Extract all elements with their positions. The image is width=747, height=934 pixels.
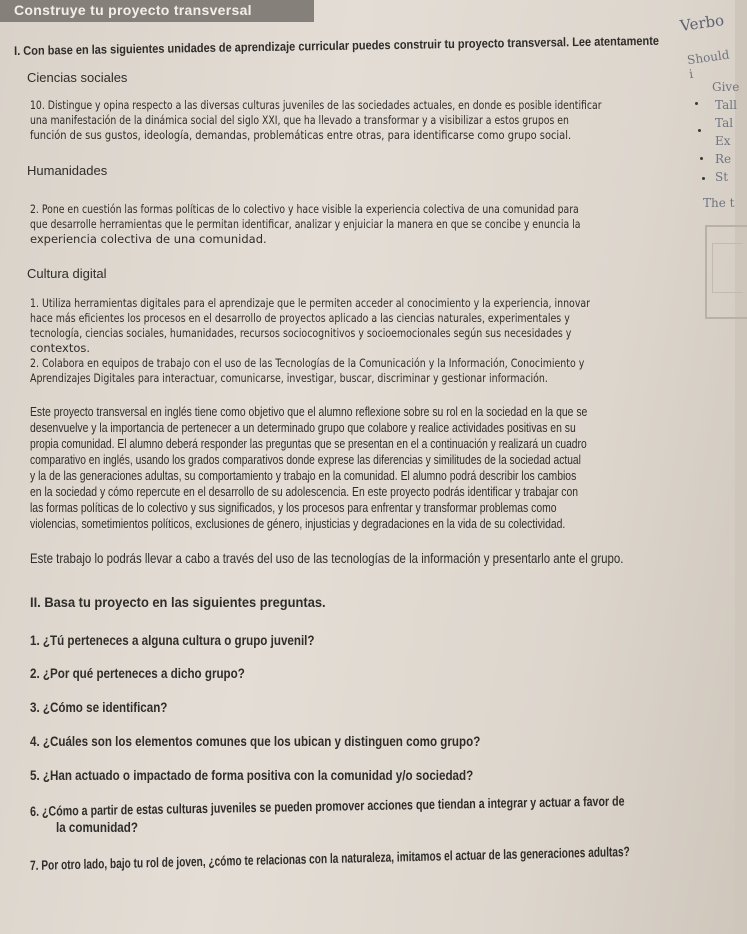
humanidades-line-2: que desarrolle herramientas que le permitan identificar, analizar y enjuiciar la manera en que se concibe y enuncia la bbox=[30, 217, 581, 231]
humanidades-line-1: 2. Pone en cuestión las formas políticas de lo colectivo y hace visible la experiencia colectiva de una comunidad para bbox=[30, 202, 579, 216]
paragraph-closing: Este trabajo lo podrás llevar a cabo a través del uso de las tecnologías de la información y presentarlo ante el grupo. bbox=[30, 550, 624, 566]
question-5: 5. ¿Han actuado o impactado de forma positiva con la comunidad y/o sociedad? bbox=[30, 768, 474, 783]
cultura-line-3: tecnología, ciencias sociales, humanidades, recursos sociocognitivos y socioemocionales según sus necesidades y bbox=[30, 326, 572, 340]
ciencias-line-3: función de sus gustos, ideología, demandas, problemáticas entre otras, para identificarse como grupo social. bbox=[30, 128, 572, 142]
side-note-item-1: Give bbox=[712, 80, 740, 94]
side-bullet bbox=[695, 102, 698, 105]
side-bullet bbox=[698, 129, 701, 132]
cultura-line-1: 1. Utiliza herramientas digitales para el aprendizaje que le permiten acceder al conocimiento y la experiencia, innovar bbox=[30, 296, 591, 310]
paragraph-line-8: violencias, sometimientos políticos, exclusiones de género, injusticias y degradaciones en la vida de su colectividad. bbox=[30, 516, 566, 531]
paragraph-line-7: las formas políticas de lo colectivo y sus significados, y los procesos para enfrentar y transformar problemas como bbox=[30, 500, 557, 515]
section1-title: I. Con base en las siguientes unidades de aprendizaje curricular puedes construir tu proyecto transversal. Lee atentamente bbox=[14, 33, 660, 58]
cultura-heading: Cultura digital bbox=[27, 266, 107, 281]
side-note-item-6: St bbox=[715, 170, 729, 184]
humanidades-heading: Humanidades bbox=[27, 163, 108, 178]
question-2: 2. ¿Por qué perteneces a dicho grupo? bbox=[30, 666, 245, 681]
side-note-should: Should i bbox=[686, 47, 731, 82]
question-1: 1. ¿Tú perteneces a alguna cultura o grupo juvenil? bbox=[30, 633, 315, 648]
side-note-item-5: Re bbox=[715, 152, 732, 166]
paragraph-line-3: propia comunidad. El alumno deberá responder las preguntas que se presentan en el a continuación y realizará un cuadro bbox=[30, 436, 587, 451]
ciencias-line-2: una manifestación de la dinámica social del siglo XXI, que ha llevado a transformar y a visibilizar a estos grupos en bbox=[30, 113, 569, 127]
question-4: 4. ¿Cuáles son los elementos comunes que los ubican y distinguen como grupo? bbox=[30, 734, 481, 749]
paragraph-line-4: comparativo en inglés, usando los grados comparativos donde exprese las diferencias y similitudes de la sociedad actual bbox=[30, 452, 581, 467]
side-note-item-4: Ex bbox=[715, 134, 731, 148]
side-note-item-3: Tal bbox=[715, 116, 734, 130]
side-bullet bbox=[702, 177, 705, 180]
paragraph-line-2: desenvuelve y la importancia de pertenecer a un determinado grupo que colabore y realice actividades positivas en su bbox=[30, 420, 576, 435]
cultura-line-5: 2. Colabora en equipos de trabajo con el uso de las Tecnologías de la Comunicación y la Información, Conocimiento y bbox=[30, 356, 585, 370]
ciencias-heading: Ciencias sociales bbox=[27, 70, 128, 85]
question-6: 6. ¿Cómo a partir de estas culturas juveniles se pueden promover acciones que tiendan a integrar y actuar a favor de bbox=[30, 793, 625, 819]
side-note-the: The t bbox=[703, 196, 735, 210]
ciencias-line-1: 10. Distingue y opina respecto a las diversas culturas juveniles de las sociedades actuales, en donde es posible identificar bbox=[30, 98, 602, 112]
cultura-line-4: contextos. bbox=[30, 341, 91, 355]
question-3: 3. ¿Cómo se identifican? bbox=[30, 700, 168, 715]
cultura-line-6: Aprendizajes Digitales para interactuar, comunicarse, investigar, buscar, discriminar y gestionar información. bbox=[30, 371, 548, 385]
cultura-line-2: hace más eficientes los procesos en el desarrollo de proyectos aplicado a las ciencias naturales, experimentales y bbox=[30, 311, 570, 325]
side-note-verbo: Verbo bbox=[678, 11, 726, 35]
side-note-item-2: Tall bbox=[715, 98, 737, 112]
question-7: 7. Por otro lado, bajo tu rol de joven, ¿cómo te relacionas con la naturaleza, imitamos el actuar de las generaciones adultas? bbox=[30, 844, 630, 873]
page-header-title: Construye tu proyecto transversal bbox=[0, 0, 314, 22]
question-6-continued: la comunidad? bbox=[56, 820, 138, 835]
humanidades-line-3: experiencia colectiva de una comunidad. bbox=[30, 232, 267, 246]
side-bullet bbox=[700, 157, 703, 160]
section2-title: II. Basa tu proyecto en las siguientes preguntas. bbox=[30, 594, 326, 610]
paragraph-line-6: en la sociedad y cómo repercute en el desarrollo de su adolescencia. En este proyecto podrás identificar y trabajar con bbox=[30, 484, 579, 499]
paragraph-line-5: y la de las generaciones adultas, su comportamiento y trabajo en la comunidad. El alumno podrá describir los cambios bbox=[30, 468, 577, 483]
paragraph-line-1: Este proyecto transversal en inglés tiene como objetivo que el alumno reflexione sobre su rol en la sociedad en la que se bbox=[30, 404, 588, 419]
side-frame-inner bbox=[712, 243, 743, 293]
